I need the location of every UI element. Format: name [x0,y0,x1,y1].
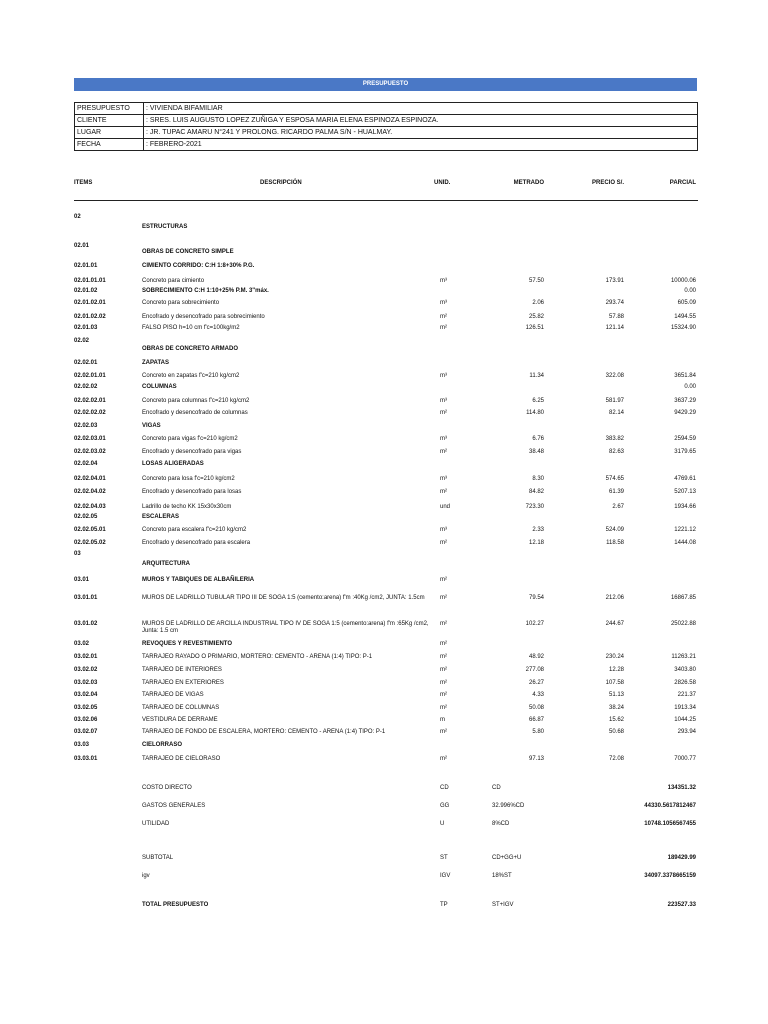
row-precio: 244.67 [605,621,624,627]
summary-code: ST [440,855,448,861]
row-unit: m² [440,654,447,660]
row-item: 03.02.03 [74,680,98,686]
row-parcial: 0.00 [684,384,696,390]
col-description: DESCRIPCIÓN [260,180,302,186]
row-unit: m³ [440,300,447,306]
row-parcial: 2826.58 [674,680,696,686]
row-description: Concreto para escalera f'c=210 kg/cm2 [142,527,247,533]
table-row [74,384,698,394]
row-description: MUROS DE LADRILLO DE ARCILLA INDUSTRIAL TIPO IV DE SOGA 1:5 (cemento:arena) f'm :65Kg /cm2, Junta: 1.5 cm [142,621,429,634]
summary-value: 223527.33 [667,902,696,908]
row-item: 02 [74,214,81,220]
row-metrado: 97.13 [528,756,544,762]
table-row [74,360,698,370]
summary-formula: ST+IGV [492,902,514,908]
row-parcial: 3637.29 [674,398,696,404]
table-row [74,641,698,651]
table-row [74,692,698,702]
table-row [74,717,698,727]
row-description: TARRAJEO RAYADO O PRIMARIO, MORTERO: CEMENTO - ARENA (1:4) TIPO: P-1 [142,654,373,660]
summary-code: U [440,821,445,827]
row-unit: m² [440,577,447,583]
row-metrado: 48.92 [528,654,544,660]
row-parcial: 1494.55 [674,314,696,320]
row-description: Ladrillo de techo KK 15x30x30cm [142,504,232,510]
summary-label: COSTO DIRECTO [142,785,192,791]
row-metrado: 66.87 [528,717,544,723]
summary-formula: 32.996%CD [492,803,525,809]
row-description: ARQUITECTURA [142,561,190,567]
row-item: 02.01.02.02 [74,314,106,320]
row-unit: m² [440,540,447,546]
row-parcial: 0.00 [684,288,696,294]
row-parcial: 1044.25 [674,717,696,723]
row-item: 03.02.07 [74,729,98,735]
row-item: 03.02.05 [74,705,98,711]
row-item: 02.02.05.01 [74,527,106,533]
row-precio: 50.68 [608,729,624,735]
table-row [74,373,698,383]
header-value: : VIVIENDA BIFAMILIAR [144,103,698,115]
row-item: 02.02.03.02 [74,449,106,455]
row-description: Concreto para columnas f'c=210 kg/cm2 [142,398,250,404]
table-row [74,729,698,739]
row-unit: m² [440,621,447,627]
row-description: TARRAJEO EN EXTERIORES [142,680,224,686]
row-parcial: 4769.61 [674,476,696,482]
row-item: 02.01.01 [74,263,98,269]
row-item: 02.02.05 [74,514,98,520]
row-parcial: 9429.29 [674,410,696,416]
row-item: 03.02.02 [74,667,98,673]
row-description: Encofrado y desencofrado para vigas [142,449,242,455]
row-precio: 107.58 [605,680,624,686]
row-parcial: 11263.21 [671,654,696,660]
row-description: TARRAJEO DE FONDO DE ESCALERA, MORTERO: CEMENTO - ARENA (1:4) TIPO: P-1 [142,729,386,735]
row-item: 02.01.03 [74,325,98,331]
summary-row [74,902,698,912]
row-description: Encofrado y desencofrado para escalera [142,540,251,546]
summary-row [74,821,698,831]
row-unit: m³ [440,476,447,482]
table-row [74,398,698,408]
row-parcial: 221.37 [677,692,696,698]
summary-code: CD [440,785,449,791]
row-metrado: 38.48 [528,449,544,455]
row-item: 02.02.02.02 [74,410,106,416]
row-description: MUROS Y TABIQUES DE ALBAÑILERIA [142,577,255,583]
row-unit: m³ [440,278,447,284]
table-row [74,214,698,224]
summary-value: 44330.5617812467 [644,803,696,809]
row-description: COLUMNAS [142,384,177,390]
row-description: LOSAS ALIGERADAS [142,461,204,467]
column-headers [74,172,698,201]
row-item: 02.02.04.02 [74,489,106,495]
row-description: CIMIENTO CORRIDO: C:H 1:8+30% P.G. [142,263,255,269]
row-parcial: 1934.66 [674,504,696,510]
header-label: LUGAR [75,127,144,139]
summary-value: 189429.99 [667,855,696,861]
row-description: Encofrado y desencofrado para sobrecimiento [142,314,265,320]
table-row [74,577,698,587]
row-description: Concreto para sobrecimiento [142,300,220,306]
row-precio: 118.58 [606,540,624,546]
row-item: 03.02.04 [74,692,98,698]
col-precio: PRECIO S/. [591,180,624,186]
table-row [74,621,698,634]
header-label: FECHA [75,139,144,151]
project-header-table [74,102,698,151]
row-precio: 15.62 [608,717,624,723]
row-unit: m² [440,692,447,698]
row-unit: m³ [440,398,447,404]
row-metrado: 12.18 [528,540,544,546]
row-unit: m³ [440,527,447,533]
header-value: : JR. TUPAC AMARU N°241 Y PROLONG. RICARDO PALMA S/N - HUALMAY. [144,127,698,139]
row-unit: m³ [440,373,447,379]
col-unit: UNID. [434,180,451,186]
row-description: FALSO PISO h=10 cm f'c=100kg/m2 [142,325,240,331]
row-item: 02.02 [74,338,90,344]
row-metrado: 79.54 [528,595,544,601]
row-unit: m [440,717,445,723]
row-precio: 322.08 [605,373,624,379]
summary-row [74,785,698,795]
table-row [74,595,698,605]
row-unit: m² [440,667,447,673]
row-precio: 72.08 [608,756,624,762]
header-label: PRESUPUESTO [75,103,144,115]
summary-label: UTILIDAD [142,821,170,827]
col-items: ITEMS [74,180,93,186]
row-description: Concreto para losa f'c=210 kg/cm2 [142,476,235,482]
table-row [74,667,698,677]
row-item: 02.02.02.01 [74,398,106,404]
row-parcial: 25022.88 [670,621,696,627]
row-metrado: 6.25 [532,398,544,404]
row-item: 03.01.02 [74,621,98,627]
row-item: 02.01 [74,243,90,249]
table-row [74,654,698,664]
row-description: ESCALERAS [142,514,180,520]
row-item: 02.02.02 [74,384,98,390]
row-item: 03.02.06 [74,717,98,723]
table-row [74,742,698,752]
summary-row [74,855,698,865]
summary-label: SUBTOTAL [142,855,174,861]
row-unit: m² [440,314,447,320]
row-item: 03.01.01 [74,595,98,601]
document-title-banner: PRESUPUESTO [74,78,697,91]
table-row [74,489,698,499]
table-row [74,514,698,524]
table-row [74,436,698,446]
row-description: TARRAJEO DE COLUMNAS [142,705,220,711]
row-parcial: 10000.06 [670,278,696,284]
header-row [75,139,698,151]
row-metrado: 126.51 [525,325,544,331]
row-description: Concreto en zapatas f'c=210 kg/cm2 [142,373,240,379]
row-parcial: 1444.08 [674,540,696,546]
row-unit: m² [440,641,447,647]
row-description: TARRAJEO DE INTERIORES [142,667,222,673]
row-parcial: 1221.12 [674,527,696,533]
row-precio: 581.97 [605,398,624,404]
table-row [74,300,698,310]
summary-formula: CD+GG+U [492,855,522,861]
table-row [74,314,698,324]
header-row [75,115,698,127]
table-row [74,410,698,420]
row-item: 02.01.01.01 [74,278,106,284]
table-row [74,263,698,273]
row-description: OBRAS DE CONCRETO ARMADO [142,346,239,352]
row-precio: 61.39 [608,489,624,495]
row-description: OBRAS DE CONCRETO SIMPLE [142,249,234,255]
row-parcial: 293.94 [677,729,696,735]
summary-value: 134351.32 [667,785,696,791]
row-item: 03 [74,551,81,557]
header-value: : SRES. LUIS AUGUSTO LOPEZ ZUÑIGA Y ESPOSA MARIA ELENA ESPINOZA ESPINOZA. [144,115,698,127]
table-row [74,756,698,766]
table-row [74,288,698,298]
row-parcial: 1913.34 [674,705,696,711]
row-unit: m² [440,680,447,686]
row-precio: 2.67 [612,504,624,510]
row-item: 03.02 [74,641,90,647]
row-precio: 82.14 [608,410,624,416]
row-metrado: 26.27 [528,680,544,686]
table-row [74,551,698,561]
row-description: VESTIDURA DE DERRAME [142,717,218,723]
col-metrado: METRADO [513,180,544,186]
summary-row [74,873,698,883]
row-item: 03.01 [74,577,90,583]
summary-value: 34097.3378665159 [644,873,696,879]
header-row [75,103,698,115]
summary-formula: 8%CD [492,821,510,827]
table-row [74,224,698,234]
row-precio: 12.28 [608,667,624,673]
row-metrado: 102.27 [525,621,544,627]
row-description: ESTRUCTURAS [142,224,188,230]
row-precio: 230.24 [605,654,624,660]
row-item: 02.02.01 [74,360,98,366]
row-precio: 293.74 [605,300,624,306]
row-description: Encofrado y desencofrado para losas [142,489,242,495]
row-item: 02.01.02 [74,288,98,294]
row-parcial: 7000.77 [674,756,696,762]
row-parcial: 3403.80 [674,667,696,673]
row-metrado: 2.33 [532,527,544,533]
row-precio: 383.82 [605,436,624,442]
header-row [75,127,698,139]
table-row [74,423,698,433]
row-item: 02.02.03.01 [74,436,106,442]
summary-code: GG [440,803,450,809]
row-precio: 38.24 [608,705,624,711]
table-row [74,561,698,571]
row-description: TARRAJEO DE CIELORASO [142,756,221,762]
row-unit: m² [440,756,447,762]
table-row [74,325,698,335]
row-item: 02.02.04.01 [74,476,106,482]
row-description: ZAPATAS [142,360,169,366]
row-parcial: 16867.85 [670,595,696,601]
row-unit: m² [440,705,447,711]
row-metrado: 277.08 [525,667,544,673]
row-parcial: 605.09 [677,300,696,306]
row-metrado: 4.33 [532,692,544,698]
row-metrado: 8.30 [532,476,544,482]
row-item: 03.03 [74,742,90,748]
summary-label: igv [142,873,150,879]
row-metrado: 84.82 [528,489,544,495]
summary-formula: CD [492,785,501,791]
row-metrado: 57.50 [528,278,544,284]
summary-label: TOTAL PRESUPUESTO [142,902,209,908]
col-parcial: PARCIAL [669,180,696,186]
row-metrado: 25.82 [528,314,544,320]
row-parcial: 3179.65 [674,449,696,455]
row-item: 02.01.02.01 [74,300,106,306]
row-description: MUROS DE LADRILLO TUBULAR TIPO III DE SOGA 1:5 (cemento:arena) f'm :40Kg /cm2, JUNTA: 1.5cm [142,595,425,601]
table-row [74,461,698,471]
row-description: Concreto para cimiento [142,278,205,284]
row-unit: m² [440,410,447,416]
summary-label: GASTOS GENERALES [142,803,206,809]
table-row [74,540,698,550]
row-description: Encofrado y desencofrado de columnas [142,410,248,416]
row-description: CIELORRASO [142,742,183,748]
header-label: CLIENTE [75,115,144,127]
table-row [74,346,698,356]
summary-code: IGV [440,873,451,879]
row-unit: und [440,504,451,510]
row-precio: 121.14 [605,325,624,331]
row-unit: m² [440,449,447,455]
row-precio: 51.13 [608,692,624,698]
row-description: SOBRECIMIENTO C:H 1:10+25% P.M. 3"máx. [142,288,269,294]
row-description: VIGAS [142,423,161,429]
table-row [74,249,698,259]
table-row [74,504,698,514]
row-item: 03.02.01 [74,654,98,660]
table-row [74,527,698,537]
row-item: 02.02.05.02 [74,540,106,546]
row-metrado: 723.30 [525,504,544,510]
row-metrado: 6.76 [532,436,544,442]
row-precio: 173.91 [605,278,624,284]
row-precio: 82.63 [608,449,624,455]
row-description: REVOQUES Y REVESTIMIENTO [142,641,233,647]
row-metrado: 5.80 [532,729,544,735]
header-value: : FEBRERO-2021 [144,139,698,151]
row-unit: m³ [440,436,447,442]
row-parcial: 5207.13 [674,489,696,495]
row-metrado: 11.34 [529,373,544,379]
summary-value: 10748.1056567455 [644,821,696,827]
row-item: 02.02.04.03 [74,504,106,510]
row-parcial: 15324.90 [670,325,696,331]
row-unit: m² [440,489,447,495]
row-item: 03.03.01 [74,756,98,762]
table-row [74,680,698,690]
table-row [74,476,698,486]
row-precio: 57.88 [608,314,624,320]
summary-row [74,803,698,813]
row-metrado: 2.06 [532,300,544,306]
row-unit: m² [440,595,447,601]
row-item: 02.02.01.01 [74,373,106,379]
table-row [74,449,698,459]
row-description: Concreto para vigas f'c=210 kg/cm2 [142,436,238,442]
row-unit: m² [440,729,447,735]
row-metrado: 50.08 [528,705,544,711]
row-description: TARRAJEO DE VIGAS [142,692,204,698]
table-row [74,705,698,715]
row-parcial: 3651.84 [674,373,696,379]
row-precio: 212.06 [605,595,624,601]
summary-code: TP [440,902,448,908]
row-precio: 574.65 [605,476,624,482]
row-item: 02.02.03 [74,423,98,429]
row-item: 02.02.04 [74,461,98,467]
row-parcial: 2594.59 [674,436,696,442]
summary-formula: 18%ST [492,873,512,879]
row-unit: m² [440,325,447,331]
row-metrado: 114.80 [526,410,544,416]
row-precio: 524.09 [605,527,624,533]
table-row [74,278,698,288]
